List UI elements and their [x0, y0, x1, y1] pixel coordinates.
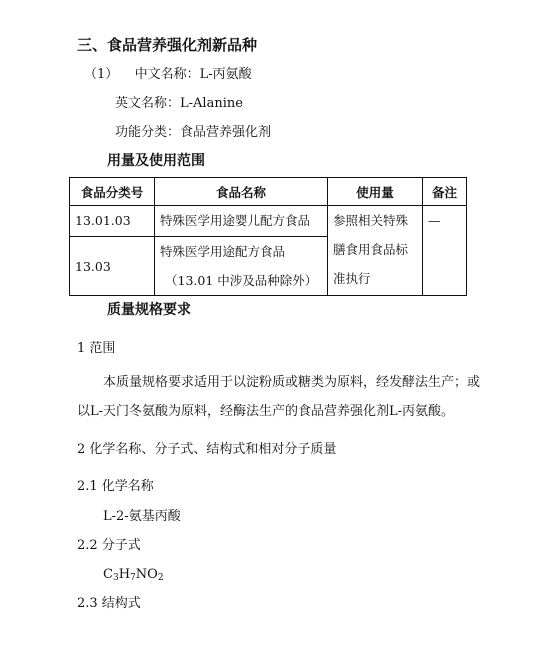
header-usage: 使用量 [328, 178, 423, 206]
header-food-name: 食品名称 [155, 178, 328, 206]
quality-heading: 质量规格要求 [107, 302, 191, 318]
section-1-paragraph-line-1: 本质量规格要求适用于以淀粉质或糖类为原料，经发酵法生产；或 [103, 375, 481, 390]
cell-usage: 参照相关特殊 膳食用食品标 准执行 [328, 206, 423, 296]
section-2-3-title: 2.3 结构式 [77, 596, 141, 611]
section-2-1-title: 2.1 化学名称 [77, 479, 154, 494]
header-code: 食品分类号 [70, 178, 155, 206]
chemical-name: L-2-氨基丙酸 [103, 509, 181, 524]
section-1-title: 1 范围 [77, 341, 116, 356]
table-row [70, 206, 467, 237]
section-2-2-title: 2.2 分子式 [77, 538, 141, 553]
function-value: 食品营养强化剂 [180, 125, 272, 140]
cell-code: 13.01.03 [70, 206, 155, 237]
function-label: 功能分类： [115, 125, 181, 140]
cell-food-name: 特殊医学用途配方食品 （13.01 中涉及品种除外） [155, 237, 328, 296]
en-name-line [115, 95, 243, 113]
cell-food-name: 特殊医学用途婴儿配方食品 [155, 206, 328, 237]
section-1-paragraph-line-2: 以L-天门冬氨酸为原料，经酶法生产的食品营养强化剂L-丙氨酸。 [77, 404, 455, 419]
table-header-row [70, 178, 467, 206]
cn-name-label: 中文名称： [134, 67, 200, 82]
cn-name-value: L-丙氨酸 [199, 67, 252, 82]
molecular-formula: $C_3H_7NO_2$ [103, 567, 164, 583]
cell-code: 13.03 [70, 237, 155, 296]
cell-remark: — [423, 206, 467, 296]
cn-name-line [84, 66, 252, 84]
item-number: （1） [84, 67, 119, 82]
section-title: 三、食品营养强化剂新品种 [77, 36, 258, 54]
header-remark: 备注 [423, 178, 467, 206]
section-2-title: 2 化学名称、分子式、结构式和相对分子质量 [77, 442, 337, 457]
en-name-label: 英文名称： [115, 96, 181, 111]
en-name-value: L-Alanine [180, 96, 243, 111]
usage-table [69, 177, 467, 296]
function-line [115, 124, 271, 142]
usage-heading: 用量及使用范围 [107, 153, 205, 169]
